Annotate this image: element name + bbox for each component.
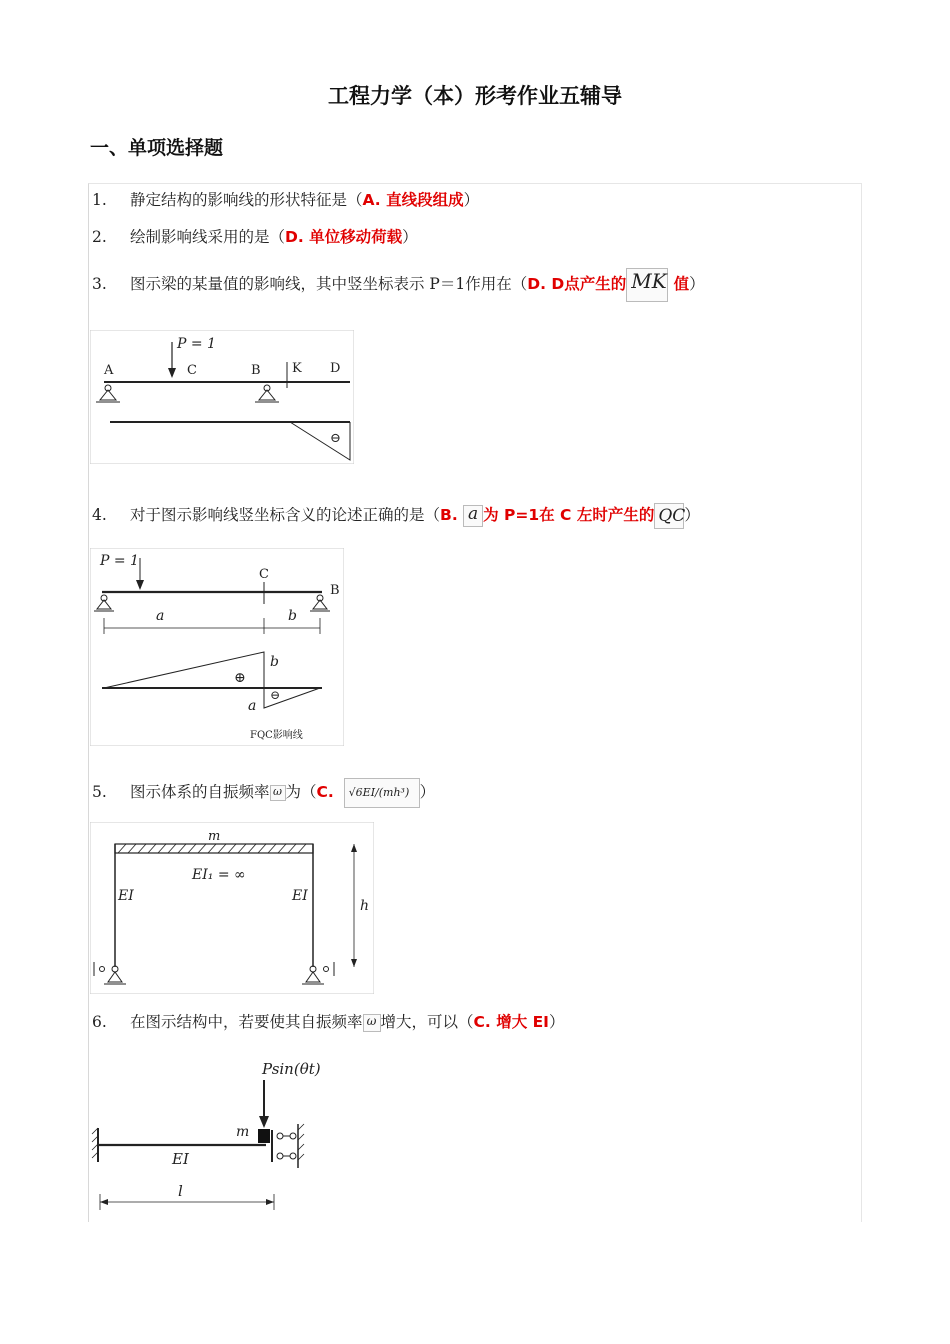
math-symbol: MK — [626, 268, 668, 302]
question-stem: 绘制影响线采用的是（ — [130, 228, 286, 246]
answer: C. 增大 EI — [473, 1013, 549, 1031]
figure-caption: FQC影响线 — [250, 730, 303, 741]
question-number: 3. — [92, 275, 107, 293]
right-column-label: EI — [292, 888, 308, 904]
answer: C. — [316, 783, 334, 801]
question-number: 1. — [92, 191, 107, 209]
load-label: P = 1 — [100, 553, 139, 569]
question-5: 5. 图示体系的自振频率 ω 为（C. √6EI/(mh³) ） — [92, 778, 435, 808]
question-stem: 图示体系的自振频率 — [130, 783, 270, 801]
height-label: h — [360, 898, 370, 914]
minus-sign: ⊖ — [330, 431, 341, 446]
dim-a: a — [156, 608, 165, 624]
plus-sign: ⊕ — [234, 670, 246, 686]
question-1: 1. 静定结构的影响线的形状特征是（A. 直线段组成） — [92, 191, 480, 209]
question-number: 6. — [92, 1013, 107, 1031]
question-stem: 对于图示影响线竖坐标含义的论述正确的是（ — [130, 506, 441, 524]
load-label: Psin(θt) — [262, 1060, 321, 1078]
question-6: 6. 在图示结构中，若要使其自振频率 ω 增大，可以（C. 增大 EI） — [92, 1013, 565, 1031]
math-formula: √6EI/(mh³) — [344, 778, 420, 808]
page-title: 工程力学（本）形考作业五辅导 — [328, 84, 622, 108]
figure-6-cantilever — [90, 1050, 336, 1214]
mass-label: m — [236, 1124, 250, 1140]
math-symbol: ω — [270, 785, 286, 801]
figure-4-influence-line — [90, 548, 344, 746]
math-symbol: a — [463, 505, 483, 527]
length-label: l — [178, 1182, 183, 1200]
answer: D. D点产生的 — [527, 275, 627, 293]
label-b: B — [330, 583, 340, 598]
question-number: 4. — [92, 506, 107, 524]
beam-rigidity: EI — [172, 1150, 189, 1168]
answer: 为 P=1在 C 左时产生的 — [483, 506, 655, 524]
question-3: 3. 图示梁的某量值的影响线，其中竖坐标表示 P＝1作用在（D. D点产生的 MK 值） — [92, 268, 705, 302]
label-b: B — [251, 363, 261, 378]
label-c: C — [259, 567, 269, 582]
question-stem: 静定结构的影响线的形状特征是（ — [130, 191, 363, 209]
section-heading: 一、单项选择题 — [90, 137, 224, 159]
question-4: 4. 对于图示影响线竖坐标含义的论述正确的是（B. a 为 P=1在 C 左时产生的 QC） — [92, 503, 700, 529]
left-column-label: EI — [118, 888, 134, 904]
answer: A. 直线段组成 — [362, 191, 464, 209]
load-label: P = 1 — [177, 336, 216, 352]
mass-label: m — [208, 829, 221, 844]
ordinate-b: b — [270, 654, 279, 670]
question-2: 2. 绘制影响线采用的是（D. 单位移动荷载） — [92, 228, 418, 246]
figure-5-frame — [90, 822, 374, 994]
beam-rigidity: EI₁ = ∞ — [192, 867, 246, 883]
label-c: C — [187, 363, 197, 378]
question-stem: 图示梁的某量值的影响线，其中竖坐标表示 P＝1作用在（ — [130, 275, 528, 293]
figure-3-beam — [90, 330, 354, 464]
label-d: D — [330, 361, 341, 376]
label-k: K — [292, 361, 302, 376]
question-stem: 在图示结构中，若要使其自振频率 — [130, 1013, 363, 1031]
dim-b: b — [288, 608, 297, 624]
math-symbol: QC — [654, 503, 684, 529]
question-number: 5. — [92, 783, 107, 801]
math-symbol: ω — [363, 1014, 381, 1032]
ordinate-a: a — [248, 698, 257, 714]
answer: D. 单位移动荷载 — [285, 228, 403, 246]
minus-sign: ⊖ — [270, 688, 281, 702]
label-a: A — [104, 363, 114, 378]
question-number: 2. — [92, 228, 107, 246]
